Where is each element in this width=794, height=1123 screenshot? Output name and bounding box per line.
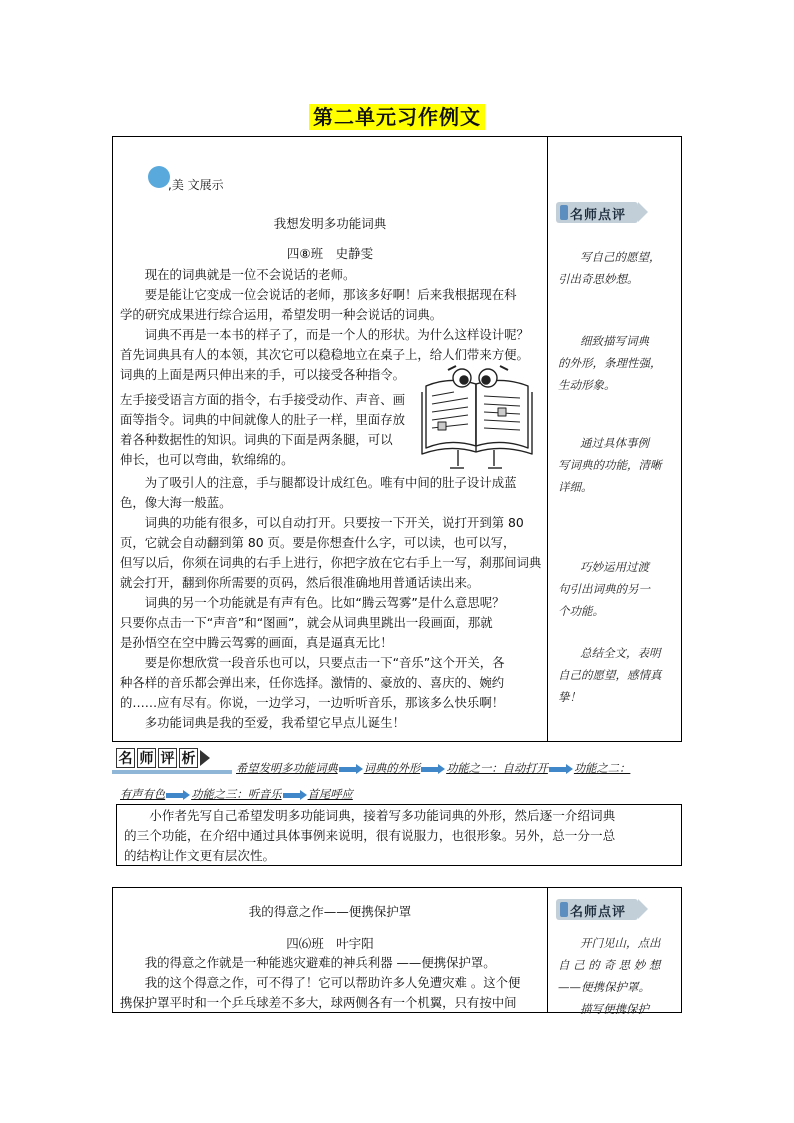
note-line: 描写便携保护 — [580, 1002, 649, 1016]
flow-item: 功能之二： — [573, 762, 631, 775]
body-line: 左手接受语言方面的指令，右手接受动作、声音、画 — [120, 392, 405, 407]
body-line: 我的这个得意之作，可不得了！它可以帮助许多人免遭灾难 。这个便 — [120, 975, 521, 990]
essay-author: 四⑧班 史静雯 — [286, 246, 374, 261]
body-line: 词典不再是一本书的样子了，而是一个人的形状。为什么这样设计呢？ — [120, 327, 529, 342]
flow-arrow-icon — [549, 765, 573, 773]
note-line: 细致描写词典 — [580, 334, 649, 348]
note-line: 个功能。 — [558, 604, 604, 618]
flow-item: 首尾呼应 — [307, 788, 353, 801]
label-pointer — [200, 750, 210, 766]
page-title: 第二单元习作例文 — [309, 104, 485, 130]
badge-arrow — [638, 899, 648, 919]
essay-body — [120, 953, 520, 1013]
body-line: 种各样的音乐都会弹出来，任你选择。激情的、豪放的、喜庆的、婉约 — [120, 675, 505, 690]
comment-note — [558, 432, 662, 498]
label-char: 析 — [179, 748, 198, 768]
body-line: 词典的上面是两只伸出来的手，可以接受各种指令。 — [120, 367, 405, 382]
body-line: 携保护罩平时和一个乒乓球差不多大，球两侧各有一个机翼，只有按中间 — [120, 995, 517, 1010]
label-char: 师 — [137, 748, 156, 768]
structure-flow-line-2 — [120, 786, 353, 802]
body-line: 首先词典具有人的本领，其次它可以稳稳地立在桌子上，给人们带来方便。 — [120, 347, 529, 362]
summary-line: 小作者先写自己希望发明多功能词典，接着写多功能词典的外形，然后逐一介绍词典 — [124, 808, 616, 823]
flow-item: 有声有色 — [120, 788, 166, 801]
essay-body-bottom — [120, 473, 541, 733]
note-line: 自 己 的 奇 思 妙 想 — [558, 958, 661, 972]
note-line: 自己的愿望，感情真 — [558, 668, 662, 682]
teacher-comment-badge — [556, 202, 648, 223]
essay-title: 我想发明多功能词典 — [273, 216, 387, 231]
body-line: 要是能让它变成一位会说话的老师，那该多好啊！后来我根据现在科 — [120, 287, 517, 302]
badge-cap — [560, 902, 568, 917]
note-line: 写自己的愿望， — [580, 250, 661, 264]
note-line: 总结全文，表明 — [580, 646, 661, 660]
essay-author: 四⑹班 叶宇阳 — [286, 936, 374, 951]
note-line: 通过具体事例 — [580, 436, 649, 450]
body-line: 面等指令。词典的中间就像人的肚子一样，里面存放 — [120, 412, 405, 427]
summary-line: 的结构让作文更有层次性。 — [124, 848, 276, 863]
note-line: 挚！ — [558, 690, 581, 704]
comment-note — [558, 556, 650, 622]
note-line: 开门见山，点出 — [580, 936, 661, 950]
flow-item: 功能之一：自动打开 — [446, 762, 548, 775]
badge-arrow — [638, 202, 648, 222]
body-line: 只要你点击一下“声音”和“图画”，就会从词典里跳出一段画面，那就 — [120, 615, 493, 630]
dictionary-character-illustration — [418, 364, 536, 474]
body-line: 我的得意之作就是一种能逃灾避难的神兵利器 ——便携保护罩。 — [120, 955, 496, 970]
note-line: 写词典的功能，清晰 — [558, 458, 662, 472]
flow-item: 希望发明多功能词典 — [236, 762, 338, 775]
body-line: 着各种数据性的知识。词典的下面是两条腿，可以 — [120, 432, 393, 447]
analysis-strip — [112, 770, 232, 774]
body-line: 为了吸引人的注意，手与腿都设计成红色。唯有中间的肚子设计成蓝 — [120, 475, 517, 490]
flow-item: 词典的外形 — [363, 762, 421, 775]
note-line: 巧妙运用过渡 — [580, 560, 649, 574]
body-line: 学的研究成果进行综合运用，希望发明一种会说话的词典。 — [120, 307, 443, 322]
body-line: 色，像大海一般蓝。 — [120, 495, 232, 510]
essay-title: 我的得意之作——便携保护罩 — [248, 904, 412, 919]
teacher-comment-badge — [556, 899, 648, 920]
body-line: 但写以后，你须在词典的右手上进行，你把字放在它右手上一写，刹那间词典 — [120, 555, 542, 570]
body-line: 就会打开，翻到你所需要的页码，然后很准确地用普通话读出来。 — [120, 575, 480, 590]
body-line: 多功能词典是我的至爱，我希望它早点儿诞生！ — [120, 715, 405, 730]
body-line: 伸长，也可以弯曲，软绵绵的。 — [120, 452, 294, 467]
flow-item: 功能之三：听音乐 — [191, 788, 282, 801]
flow-arrow-icon — [421, 765, 445, 773]
comment-note — [558, 642, 662, 708]
essay-body-wrap — [120, 390, 405, 470]
badge-label: 名师点评 — [570, 905, 627, 920]
blue-circle-icon — [148, 166, 170, 188]
note-line: 生动形象。 — [558, 378, 616, 392]
structure-flow-line-1 — [236, 760, 630, 776]
label-char: 名 — [116, 748, 135, 768]
section-label: ,美 文展示 — [168, 178, 224, 192]
comment-note — [558, 932, 661, 1020]
label-char: 评 — [158, 748, 177, 768]
body-line: 要是你想欣赏一段音乐也可以，只要点击一下“音乐”这个开关，各 — [120, 655, 505, 670]
body-line: 词典的功能有很多，可以自动打开。只要按一下开关，说打开到第 80 — [120, 515, 524, 530]
comment-note — [558, 330, 662, 396]
flow-arrow-icon — [339, 765, 363, 773]
flow-arrow-icon — [166, 791, 190, 799]
flow-arrow-icon — [283, 791, 307, 799]
note-line: 的外形，条理性强， — [558, 356, 662, 370]
body-line: 现在的词典就是一位不会说话的老师。 — [120, 267, 356, 282]
body-line: 页，它就会自动翻到第 80 页。要是你想查什么字，可以读，也可以写， — [120, 535, 516, 550]
note-line: 引出奇思妙想。 — [558, 272, 639, 286]
note-line: 句引出词典的另一 — [558, 582, 650, 596]
analysis-summary — [124, 806, 615, 866]
note-line: ——便携保护罩。 — [558, 980, 650, 994]
badge-label: 名师点评 — [570, 208, 627, 223]
analysis-label — [116, 748, 216, 770]
body-line: 是孙悟空在空中腾云驾雾的画面，真是逼真无比！ — [120, 635, 393, 650]
comment-note — [558, 246, 661, 290]
body-line: 的……应有尽有。你说，一边学习，一边听听音乐，那该多么快乐啊！ — [120, 695, 505, 710]
badge-cap — [560, 205, 568, 220]
body-line: 词典的另一个功能就是有声有色。比如“腾云驾雾”是什么意思呢？ — [120, 595, 505, 610]
note-line: 详细。 — [558, 480, 593, 494]
summary-line: 的三个功能，在介绍中通过具体事例来说明，很有说服力，也很形象。另外，总一分一总 — [124, 828, 616, 843]
